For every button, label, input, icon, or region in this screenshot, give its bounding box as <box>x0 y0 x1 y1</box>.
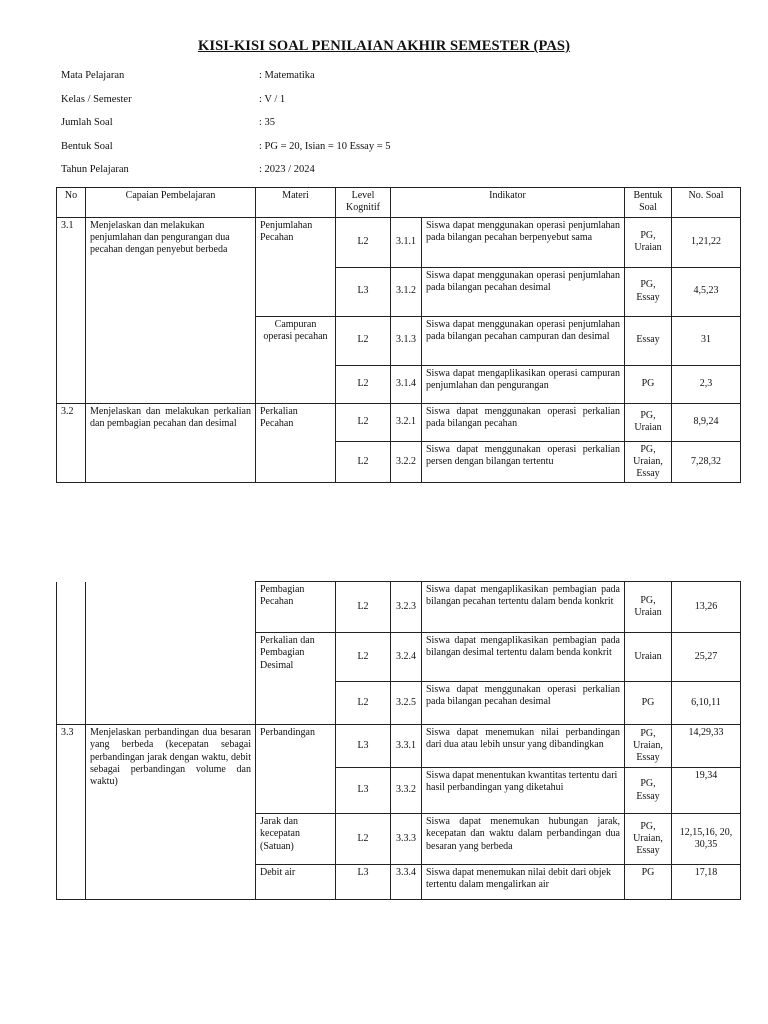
cell-level: L3 <box>336 267 391 316</box>
meta-value: : Matematika <box>259 70 315 81</box>
meta-label: Bentuk Soal <box>61 140 113 152</box>
header-nosoal: No. Soal <box>672 188 741 218</box>
cell-level: L2 <box>336 682 391 725</box>
cell-materi: Campuran operasi pecahan <box>256 316 336 403</box>
cell-bentuk: PG, Uraian, Essay <box>625 814 672 865</box>
cell-nosoal: 19,34 <box>672 768 741 814</box>
cell-bentuk: PG <box>625 682 672 725</box>
header-materi: Materi <box>256 188 336 218</box>
cell-level: L2 <box>336 316 391 365</box>
cell-code: 3.1.2 <box>391 267 422 316</box>
cell-capaian <box>86 582 256 725</box>
cell-indikator: Siswa dapat mengaplikasikan pembagian pada bilangan pecahan tertentu dalam benda konkrit <box>422 582 625 633</box>
cell-bentuk: PG, Uraian, Essay <box>625 441 672 483</box>
header-indikator: Indikator <box>391 188 625 218</box>
cell-level: L2 <box>336 403 391 441</box>
cell-indikator: Siswa dapat menemukan nilai debit dari objek tertentu dalam mengalirkan air <box>422 865 625 900</box>
meta-label: Jumlah Soal <box>61 117 113 129</box>
cell-level: L3 <box>336 865 391 900</box>
cell-level: L2 <box>336 582 391 633</box>
cell-level: L3 <box>336 725 391 768</box>
meta-row-year <box>61 163 391 187</box>
cell-nosoal: 6,10,11 <box>672 682 741 725</box>
cell-indikator: Siswa dapat mengaplikasikan pembagian pada bilangan desimal tertentu dalam benda konkrit <box>422 633 625 682</box>
cell-indikator: Siswa dapat menentukan kwantitas tertentu dari hasil perbandingan yang diketahui <box>422 768 625 814</box>
cell-code: 3.2.3 <box>391 582 422 633</box>
table-row <box>57 725 741 768</box>
cell-code: 3.2.5 <box>391 682 422 725</box>
cell-code: 3.3.4 <box>391 865 422 900</box>
header-level: Level Kognitif <box>336 188 391 218</box>
cell-capaian: Menjelaskan perbandingan dua besaran yang berbeda (kecepatan sebagai perbandingan jarak dengan waktu, debit sebagai perbandingan volume dan waktu) <box>86 725 256 900</box>
meta-label: Tahun Pelajaran <box>61 164 129 176</box>
cell-nosoal: 12,15,16, 20, 30,35 <box>672 814 741 865</box>
meta-value: : 2023 / 2024 <box>259 164 315 176</box>
cell-code: 3.2.1 <box>391 403 422 441</box>
cell-nosoal: 31 <box>672 316 741 365</box>
cell-materi: Perbandingan <box>256 725 336 814</box>
cell-no: 3.2 <box>57 403 86 483</box>
cell-code: 3.1.3 <box>391 316 422 365</box>
cell-code: 3.3.2 <box>391 768 422 814</box>
cell-nosoal: 14,29,33 <box>672 725 741 768</box>
cell-level: L3 <box>336 768 391 814</box>
cell-bentuk: PG, Essay <box>625 267 672 316</box>
cell-no: 3.1 <box>57 217 86 403</box>
cell-indikator: Siswa dapat menggunakan operasi penjumlahan pada bilangan pecahan desimal <box>422 267 625 316</box>
cell-nosoal: 13,26 <box>672 582 741 633</box>
cell-level: L2 <box>336 814 391 865</box>
cell-bentuk: PG <box>625 865 672 900</box>
document-meta <box>61 69 391 187</box>
cell-no <box>57 582 86 725</box>
table-row <box>57 403 741 441</box>
meta-label: Mata Pelajaran <box>61 70 125 81</box>
cell-bentuk: Uraian <box>625 633 672 682</box>
table-row <box>57 582 741 633</box>
document-title: KISI-KISI SOAL PENILAIAN AKHIR SEMESTER (PAS) <box>197 38 571 54</box>
cell-nosoal: 2,3 <box>672 365 741 403</box>
cell-nosoal: 17,18 <box>672 865 741 900</box>
cell-nosoal: 4,5,23 <box>672 267 741 316</box>
cell-code: 3.2.4 <box>391 633 422 682</box>
header-no: No <box>57 188 86 218</box>
meta-row-class <box>61 93 391 117</box>
meta-label: Kelas / Semester <box>61 93 132 105</box>
cell-capaian: Menjelaskan dan melakukan penjumlahan dan pengurangan dua pecahan dengan penyebut berbeda <box>86 217 256 403</box>
cell-nosoal: 25,27 <box>672 633 741 682</box>
cell-indikator: Siswa dapat menggunakan operasi penjumlahan pada bilangan pecahan berpenyebut sama <box>422 217 625 267</box>
cell-indikator: Siswa dapat menggunakan operasi perkalian pada bilangan pecahan <box>422 403 625 441</box>
cell-level: L2 <box>336 633 391 682</box>
meta-row-format <box>61 140 391 164</box>
cell-bentuk: PG, Essay <box>625 768 672 814</box>
cell-materi: Pembagian Pecahan <box>256 582 336 633</box>
cell-indikator: Siswa dapat menemukan hubungan jarak, kecepatan dan waktu dalam perbandingan dua besaran yang berbeda <box>422 814 625 865</box>
cell-materi: Debit air <box>256 865 336 900</box>
header-capaian: Capaian Pembelajaran <box>86 188 256 218</box>
cell-nosoal: 8,9,24 <box>672 403 741 441</box>
cell-bentuk: PG, Uraian <box>625 403 672 441</box>
cell-materi: Perkalian dan Pembagian Desimal <box>256 633 336 725</box>
cell-bentuk: PG, Uraian, Essay <box>625 725 672 768</box>
meta-value: : PG = 20, Isian = 10 Essay = 5 <box>259 140 391 152</box>
cell-bentuk: PG, Uraian <box>625 582 672 633</box>
cell-indikator: Siswa dapat menggunakan operasi penjumlahan pada bilangan pecahan campuran dan desimal <box>422 316 625 365</box>
cell-materi: Penjumlahan Pecahan <box>256 217 336 316</box>
cell-nosoal: 1,21,22 <box>672 217 741 267</box>
cell-code: 3.1.1 <box>391 217 422 267</box>
cell-bentuk: PG, Uraian <box>625 217 672 267</box>
cell-indikator: Siswa dapat menemukan nilai perbandingan dari dua atau lebih unsur yang dibandingkan <box>422 725 625 768</box>
grid-table-page-2 <box>56 581 741 900</box>
table-row <box>57 217 741 267</box>
cell-capaian: Menjelaskan dan melakukan perkalian dan pembagian pecahan dan desimal <box>86 403 256 483</box>
cell-code: 3.2.2 <box>391 441 422 483</box>
meta-row-count <box>61 116 391 140</box>
cell-level: L2 <box>336 217 391 267</box>
meta-value: : 35 <box>259 117 276 129</box>
grid-table-page-1 <box>56 187 741 483</box>
cell-code: 3.3.3 <box>391 814 422 865</box>
cell-materi: Jarak dan kecepatan (Satuan) <box>256 814 336 865</box>
cell-indikator: Siswa dapat menggunakan operasi perkalian persen dengan bilangan tertentu <box>422 441 625 483</box>
table-header-row <box>57 188 741 218</box>
cell-indikator: Siswa dapat menggunakan operasi perkalian pada bilangan pecahan desimal <box>422 682 625 725</box>
cell-no: 3.3 <box>57 725 86 900</box>
cell-materi: Perkalian Pecahan <box>256 403 336 483</box>
cell-code: 3.3.1 <box>391 725 422 768</box>
cell-bentuk: Essay <box>625 316 672 365</box>
cell-nosoal: 7,28,32 <box>672 441 741 483</box>
header-bentuk: Bentuk Soal <box>625 188 672 218</box>
meta-row-subject <box>61 69 391 93</box>
meta-value: : V / 1 <box>259 93 286 105</box>
cell-level: L2 <box>336 441 391 483</box>
cell-bentuk: PG <box>625 365 672 403</box>
cell-code: 3.1.4 <box>391 365 422 403</box>
cell-indikator: Siswa dapat mengaplikasikan operasi campuran penjumlahan dan pengurangan <box>422 365 625 403</box>
cell-level: L2 <box>336 365 391 403</box>
